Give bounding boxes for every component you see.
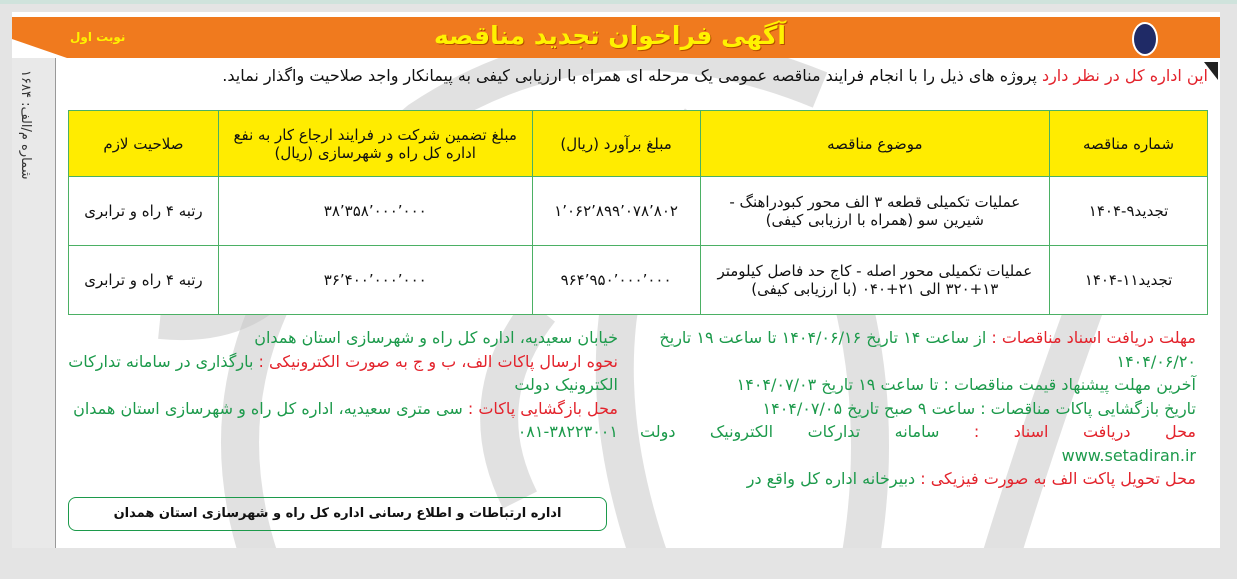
cell-number: تجدید۹-۱۴۰۴ [1050,177,1208,246]
website-link[interactable]: www.setadiran.ir [1061,445,1196,465]
label: محل تحویل پاکت الف به صورت فیزیکی : [920,469,1196,488]
cell-subject: عملیات تکمیلی قطعه ۳ الف محور کبودراهنگ - شیرین سو (همراه با ارزیابی کیفی) [700,177,1050,246]
intro-body: پروژه های ذیل را با انجام فرایند مناقصه عمومی یک مرحله ای همراه با ارزیابی کیفی به پیمانکار واجد صلاحیت واگذار نماید. [222,66,1042,85]
col-header: شماره مناقصه [1050,111,1208,177]
value: تا ساعت ۱۹ تاریخ ۱۴۰۴/۰۷/۰۳ [736,375,944,394]
cell-estimate: ۹۶۴٬۹۵۰٬۰۰۰٬۰۰۰ [532,246,700,315]
top-rule [0,0,1237,4]
details-left [62,326,618,444]
cell-guarantee: ۳۸٬۳۵۸٬۰۰۰٬۰۰۰ [218,177,532,246]
col-header: مبلغ تضمین شرکت در فرایند ارجاع کار به نفع اداره کل راه و شهرسازی (ریال) [218,111,532,177]
label: مهلت دریافت اسناد مناقصات : [991,328,1196,347]
cell-qualification: رتبه ۴ راه و ترابری [69,246,219,315]
col-header: مبلغ برآورد (ریال) [532,111,700,177]
label: تاریخ بازگشایی پاکات مناقصات : [980,398,1196,418]
label: نحوه ارسال پاکات الف، ب و ج به صورت الکترونیکی : [258,351,618,371]
phone: ۰۸۱-۳۸۲۲۳۰۰۱ [517,422,618,441]
doc-deadline [640,326,1196,373]
opening-place [62,397,618,421]
cell-subject: عملیات تکمیلی محور اصله - کاج حد فاصل کیلومتر ۱۳+۳۲۰ الی ۲۱+۰۴۰ (با ارزیابی کیفی) [700,246,1050,315]
value: سی متری سعیدیه، اداره کل راه و شهرسازی استان همدان [73,398,468,418]
ministry-logo-icon [1132,22,1158,56]
value: سامانه تدارکات الکترونیک دولت [640,422,974,441]
col-header: صلاحیت لازم [69,111,219,177]
label: محل بازگشایی پاکات : [467,398,618,418]
cell-estimate: ۱٬۰۶۲٬۸۹۹٬۰۷۸٬۸۰۲ [532,177,700,246]
label: محل دریافت اسناد : [973,422,1196,441]
value: ساعت ۹ صبح تاریخ ۱۴۰۴/۰۷/۰۵ [762,398,981,418]
delivery [640,467,1196,491]
value: بارگذاری در سامانه تدارکات الکترونیک دولت [68,351,618,394]
delivery-cont: خیابان سعیدیه، اداره کل راه و شهرسازی استان همدان [254,328,618,347]
ad-number: شماره م/الف: ۱۶۸۴ [18,70,33,180]
table-row [69,246,1208,315]
value: از ساعت ۱۴ تاریخ ۱۴۰۴/۰۶/۱۶ تا ساعت ۱۹ تاریخ ۱۴۰۴/۰۶/۲۰ [659,328,1196,371]
value: دبیرخانه اداره کل واقع در [746,469,921,488]
table-row [69,177,1208,246]
cell-guarantee: ۳۶٬۴۰۰٬۰۰۰٬۰۰۰ [218,246,532,315]
doc-place [640,420,1196,444]
cell-qualification: رتبه ۴ راه و ترابری [69,177,219,246]
opening-date [640,397,1196,421]
send-method [62,350,618,397]
ad-title: آگهی فراخوان تجدید مناقصه [433,21,786,50]
col-header: موضوع مناقصه [700,111,1050,177]
footer-publisher: اداره ارتباطات و اطلاع رسانی اداره کل راه و شهرسازی استان همدان [68,497,607,531]
table-header-row [69,111,1208,177]
intro-text [70,66,1208,85]
label: آخرین مهلت پیشنهاد قیمت مناقصات : [943,375,1196,394]
details-right [640,326,1196,491]
bottom-margin [0,548,1237,579]
bid-deadline [640,373,1196,397]
cell-number: تجدید۱۱-۱۴۰۴ [1050,246,1208,315]
tender-table [68,110,1208,315]
round-label: نوبت اول [70,30,126,44]
intro-highlight: این اداره کل در نظر دارد [1041,66,1208,85]
